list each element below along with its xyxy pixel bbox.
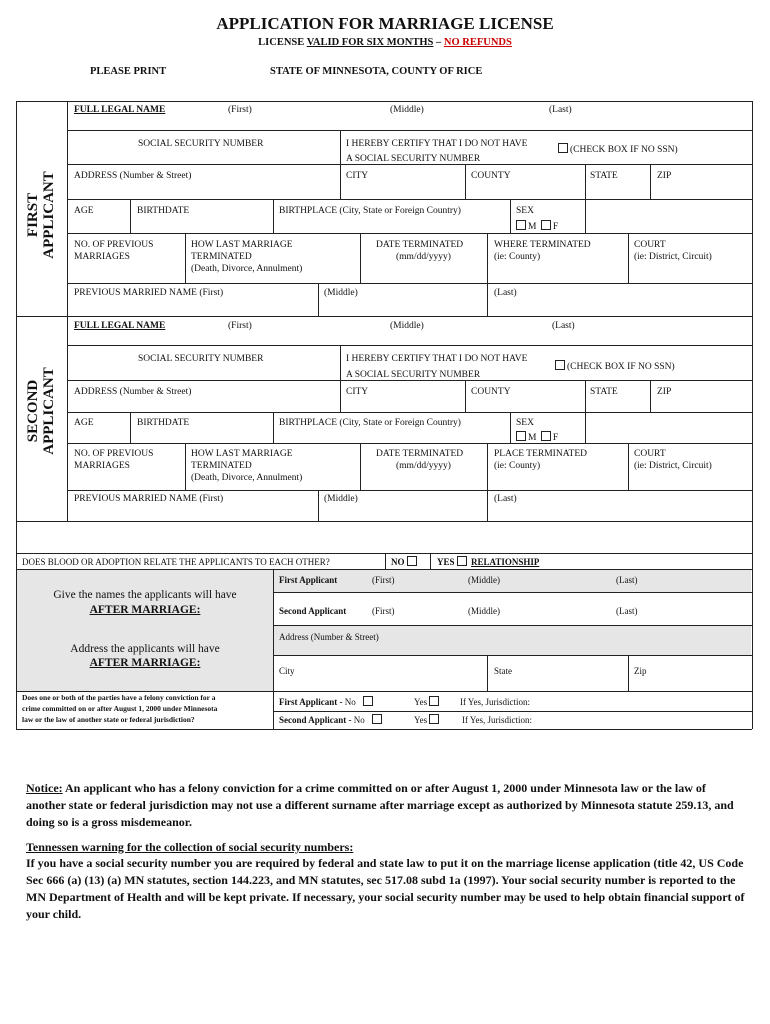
second-zip-label[interactable]: ZIP: [657, 387, 672, 397]
felony-second-no: No: [353, 715, 365, 725]
felony-question-3: law or the law of another state or federal jurisdiction?: [22, 715, 195, 724]
first-address-label[interactable]: ADDRESS (Number & Street): [74, 171, 192, 181]
second-place-terminated-2: (ie: County): [494, 461, 541, 471]
please-print: PLEASE PRINT: [90, 66, 167, 77]
after-first-first[interactable]: (First): [372, 575, 395, 585]
first-how-terminated-2: TERMINATED: [191, 252, 252, 262]
second-no-ssn-checkbox[interactable]: [555, 360, 675, 373]
first-ssn-label[interactable]: SOCIAL SECURITY NUMBER: [138, 139, 264, 149]
second-how-terminated-3: (Death, Divorce, Annulment): [191, 473, 303, 483]
felony-first-row[interactable]: [279, 696, 375, 708]
second-name-last[interactable]: (Last): [552, 321, 575, 331]
first-sex-label: SEX: [516, 206, 534, 216]
first-where-terminated-2: (ie: County): [494, 252, 541, 262]
after-address-label[interactable]: Address (Number & Street): [279, 632, 379, 642]
second-name-middle[interactable]: (Middle): [390, 321, 424, 331]
first-city-label[interactable]: CITY: [346, 171, 369, 181]
sex-f-label: F: [552, 222, 559, 232]
side-line2: APPLICANT: [41, 367, 57, 455]
address-after-label: AFTER MARRIAGE:: [89, 657, 201, 669]
relation-no-option[interactable]: [391, 556, 419, 568]
first-court-1[interactable]: COURT: [634, 240, 666, 250]
felony-second-label: Second Applicant -: [279, 715, 354, 725]
felony-question-2: crime committed on or after August 1, 2000 under Minnesota: [22, 704, 218, 713]
first-prev-name-middle[interactable]: (Middle): [324, 288, 358, 298]
felony-first-yes[interactable]: [414, 696, 441, 708]
felony-first-yes-checkbox[interactable]: [429, 696, 439, 706]
first-name-middle[interactable]: (Middle): [390, 105, 424, 115]
after-state-label[interactable]: State: [494, 666, 512, 676]
second-birthdate-label[interactable]: BIRTHDATE: [137, 418, 190, 428]
second-how-terminated-2: TERMINATED: [191, 461, 252, 471]
second-date-terminated-2: (mm/dd/yyyy): [396, 461, 451, 471]
notice-label: Notice:: [26, 781, 63, 795]
first-how-terminated-1[interactable]: HOW LAST MARRIAGE: [191, 240, 293, 250]
form-title: APPLICATION FOR MARRIAGE LICENSE: [216, 14, 554, 33]
second-prev-marriages-2: MARRIAGES: [74, 461, 130, 471]
yes-label: Yes: [414, 715, 428, 725]
notice-text: An applicant who has a felony conviction for a crime committed on or after August 1, 2000 under Minnesota law or the law of another state or federal jurisdiction may not use a different surname after marriage except as authorized by Minnesota statute 259.13, and doing so is a gross misdemeanor.: [26, 781, 734, 829]
second-prev-name-label[interactable]: PREVIOUS MARRIED NAME (First): [74, 494, 224, 504]
first-date-terminated-1[interactable]: DATE TERMINATED: [376, 240, 464, 250]
felony-first-no: No: [344, 697, 356, 707]
first-where-terminated-1[interactable]: WHERE TERMINATED: [494, 240, 591, 250]
first-certify-line1: I HEREBY CERTIFY THAT I DO NOT HAVE: [346, 139, 528, 149]
subtitle-prefix: LICENSE: [258, 37, 307, 48]
yes-label: Yes: [414, 697, 428, 707]
felony-first-label: First Applicant -: [279, 697, 345, 707]
after-city-label[interactable]: City: [279, 666, 295, 676]
after-first-middle[interactable]: (Middle): [468, 575, 500, 585]
first-how-terminated-3: (Death, Divorce, Annulment): [191, 264, 303, 274]
no-refunds: NO REFUNDS: [443, 37, 512, 48]
first-prev-marriages-2: MARRIAGES: [74, 252, 130, 262]
second-date-terminated-1[interactable]: DATE TERMINATED: [376, 449, 464, 459]
second-place-terminated-1[interactable]: PLACE TERMINATED: [494, 449, 587, 459]
second-name-first[interactable]: (First): [228, 321, 252, 331]
first-prev-name-last[interactable]: (Last): [494, 288, 517, 298]
first-no-ssn-checkbox[interactable]: [558, 143, 678, 156]
second-address-label[interactable]: ADDRESS (Number & Street): [74, 387, 192, 397]
second-court-1[interactable]: COURT: [634, 449, 666, 459]
felony-second-row[interactable]: [279, 714, 384, 726]
after-zip-label[interactable]: Zip: [634, 666, 647, 676]
second-ssn-label[interactable]: SOCIAL SECURITY NUMBER: [138, 354, 264, 364]
first-state-label[interactable]: STATE: [590, 171, 618, 181]
second-prev-name-middle[interactable]: (Middle): [324, 494, 358, 504]
first-county-label[interactable]: COUNTY: [471, 171, 511, 181]
relation-yes-option[interactable]: [437, 556, 539, 568]
felony-second-no-checkbox[interactable]: [372, 714, 382, 724]
first-certify-line2: A SOCIAL SECURITY NUMBER: [346, 154, 481, 164]
sex-f-checkbox[interactable]: [541, 220, 551, 230]
address-have-label: Address the applicants will have: [70, 643, 220, 655]
side-line2: APPLICANT: [41, 171, 57, 259]
felony-second-yes[interactable]: [414, 714, 441, 726]
side-line1: FIRST: [25, 192, 41, 238]
second-applicant-side-label: [25, 351, 59, 471]
second-certify-line1: I HEREBY CERTIFY THAT I DO NOT HAVE: [346, 354, 528, 364]
first-age-label[interactable]: AGE: [74, 206, 94, 216]
check-label: (CHECK BOX IF NO SSN): [570, 145, 678, 155]
first-name-first[interactable]: (First): [228, 105, 252, 115]
first-court-2: (ie: District, Circuit): [634, 252, 712, 262]
first-birthdate-label[interactable]: BIRTHDATE: [137, 206, 190, 216]
checkbox-icon[interactable]: [558, 143, 568, 153]
first-name-last[interactable]: (Last): [549, 105, 572, 115]
first-prev-name-label[interactable]: PREVIOUS MARRIED NAME (First): [74, 288, 224, 298]
check-label: (CHECK BOX IF NO SSN): [567, 362, 675, 372]
no-checkbox[interactable]: [407, 556, 417, 566]
second-prev-name-last[interactable]: (Last): [494, 494, 517, 504]
give-names-label: Give the names the applicants will have: [53, 589, 237, 601]
second-county-label[interactable]: COUNTY: [471, 387, 511, 397]
first-zip-label[interactable]: ZIP: [657, 171, 672, 181]
first-sex-options[interactable]: [516, 220, 558, 233]
no-label: NO: [391, 557, 405, 567]
sex-m-label: M: [528, 222, 537, 232]
felony-second-yes-checkbox[interactable]: [429, 714, 439, 724]
felony-question-1: Does one or both of the parties have a felony conviction for a: [22, 693, 216, 702]
first-date-terminated-2: (mm/dd/yyyy): [396, 252, 451, 262]
tennessen-title: Tennessen warning for the collection of social security numbers:: [26, 840, 354, 854]
second-prev-marriages-1[interactable]: NO. OF PREVIOUS: [74, 449, 154, 459]
subtitle-dash: –: [433, 37, 444, 48]
after-second-last[interactable]: (Last): [616, 606, 638, 616]
relationship-label: RELATIONSHIP: [471, 557, 540, 567]
relation-question: DOES BLOOD OR ADOPTION RELATE THE APPLICANTS TO EACH OTHER?: [22, 557, 330, 567]
sex-m-label: M: [528, 433, 537, 443]
second-birthplace-label[interactable]: BIRTHPLACE (City, State or Foreign Country): [279, 418, 461, 428]
second-court-2: (ie: District, Circuit): [634, 461, 712, 471]
tennessen-text: If you have a social security number you are required by federal and state law to put it on the marriage license application (title 42, US Code Sec 666 (a) (13) (a) MN statutes, section 144.223, and MN statutes, sec 517.08 subd 1a (1997). Your social security number is reported to the MN Department of Health and will be kept private. If necessary, your social security number may be used to help obtain financial support of your child.: [26, 856, 745, 921]
yes-label: YES: [437, 557, 455, 567]
subtitle-valid: VALID FOR SIX MONTHS: [306, 37, 434, 48]
after-second-first[interactable]: (First): [372, 606, 395, 616]
yes-checkbox[interactable]: [457, 556, 467, 566]
after-second-applicant: Second Applicant: [279, 606, 347, 616]
after-second-middle[interactable]: (Middle): [468, 606, 500, 616]
sex-m-checkbox[interactable]: [516, 431, 526, 441]
first-full-legal-name-label: FULL LEGAL NAME: [74, 105, 166, 115]
after-marriage-label: AFTER MARRIAGE:: [89, 604, 201, 616]
side-line1: SECOND: [25, 379, 41, 443]
notice-paragraph: [26, 780, 746, 831]
checkbox-icon[interactable]: [555, 360, 565, 370]
felony-first-no-checkbox[interactable]: [363, 696, 373, 706]
first-birthplace-label[interactable]: BIRTHPLACE (City, State or Foreign Country): [279, 206, 461, 216]
second-full-legal-name-label: FULL LEGAL NAME: [74, 321, 166, 331]
second-sex-label: SEX: [516, 418, 534, 428]
second-city-label[interactable]: CITY: [346, 387, 369, 397]
felony-first-jurisdiction[interactable]: If Yes, Jurisdiction:: [460, 697, 531, 707]
sex-f-checkbox[interactable]: [541, 431, 551, 441]
felony-second-jurisdiction[interactable]: If Yes, Jurisdiction:: [462, 715, 533, 725]
second-how-terminated-1[interactable]: HOW LAST MARRIAGE: [191, 449, 293, 459]
second-state-label[interactable]: STATE: [590, 387, 618, 397]
sex-m-checkbox[interactable]: [516, 220, 526, 230]
second-sex-options[interactable]: [516, 431, 558, 444]
sex-f-label: F: [552, 433, 559, 443]
after-first-applicant: First Applicant: [279, 575, 338, 585]
first-applicant-side-label: [25, 155, 59, 275]
state-county: STATE OF MINNESOTA, COUNTY OF RICE: [270, 66, 483, 77]
second-certify-line2: A SOCIAL SECURITY NUMBER: [346, 370, 481, 380]
first-prev-marriages-1[interactable]: NO. OF PREVIOUS: [74, 240, 154, 250]
after-first-last[interactable]: (Last): [616, 575, 638, 585]
second-age-label[interactable]: AGE: [74, 418, 94, 428]
